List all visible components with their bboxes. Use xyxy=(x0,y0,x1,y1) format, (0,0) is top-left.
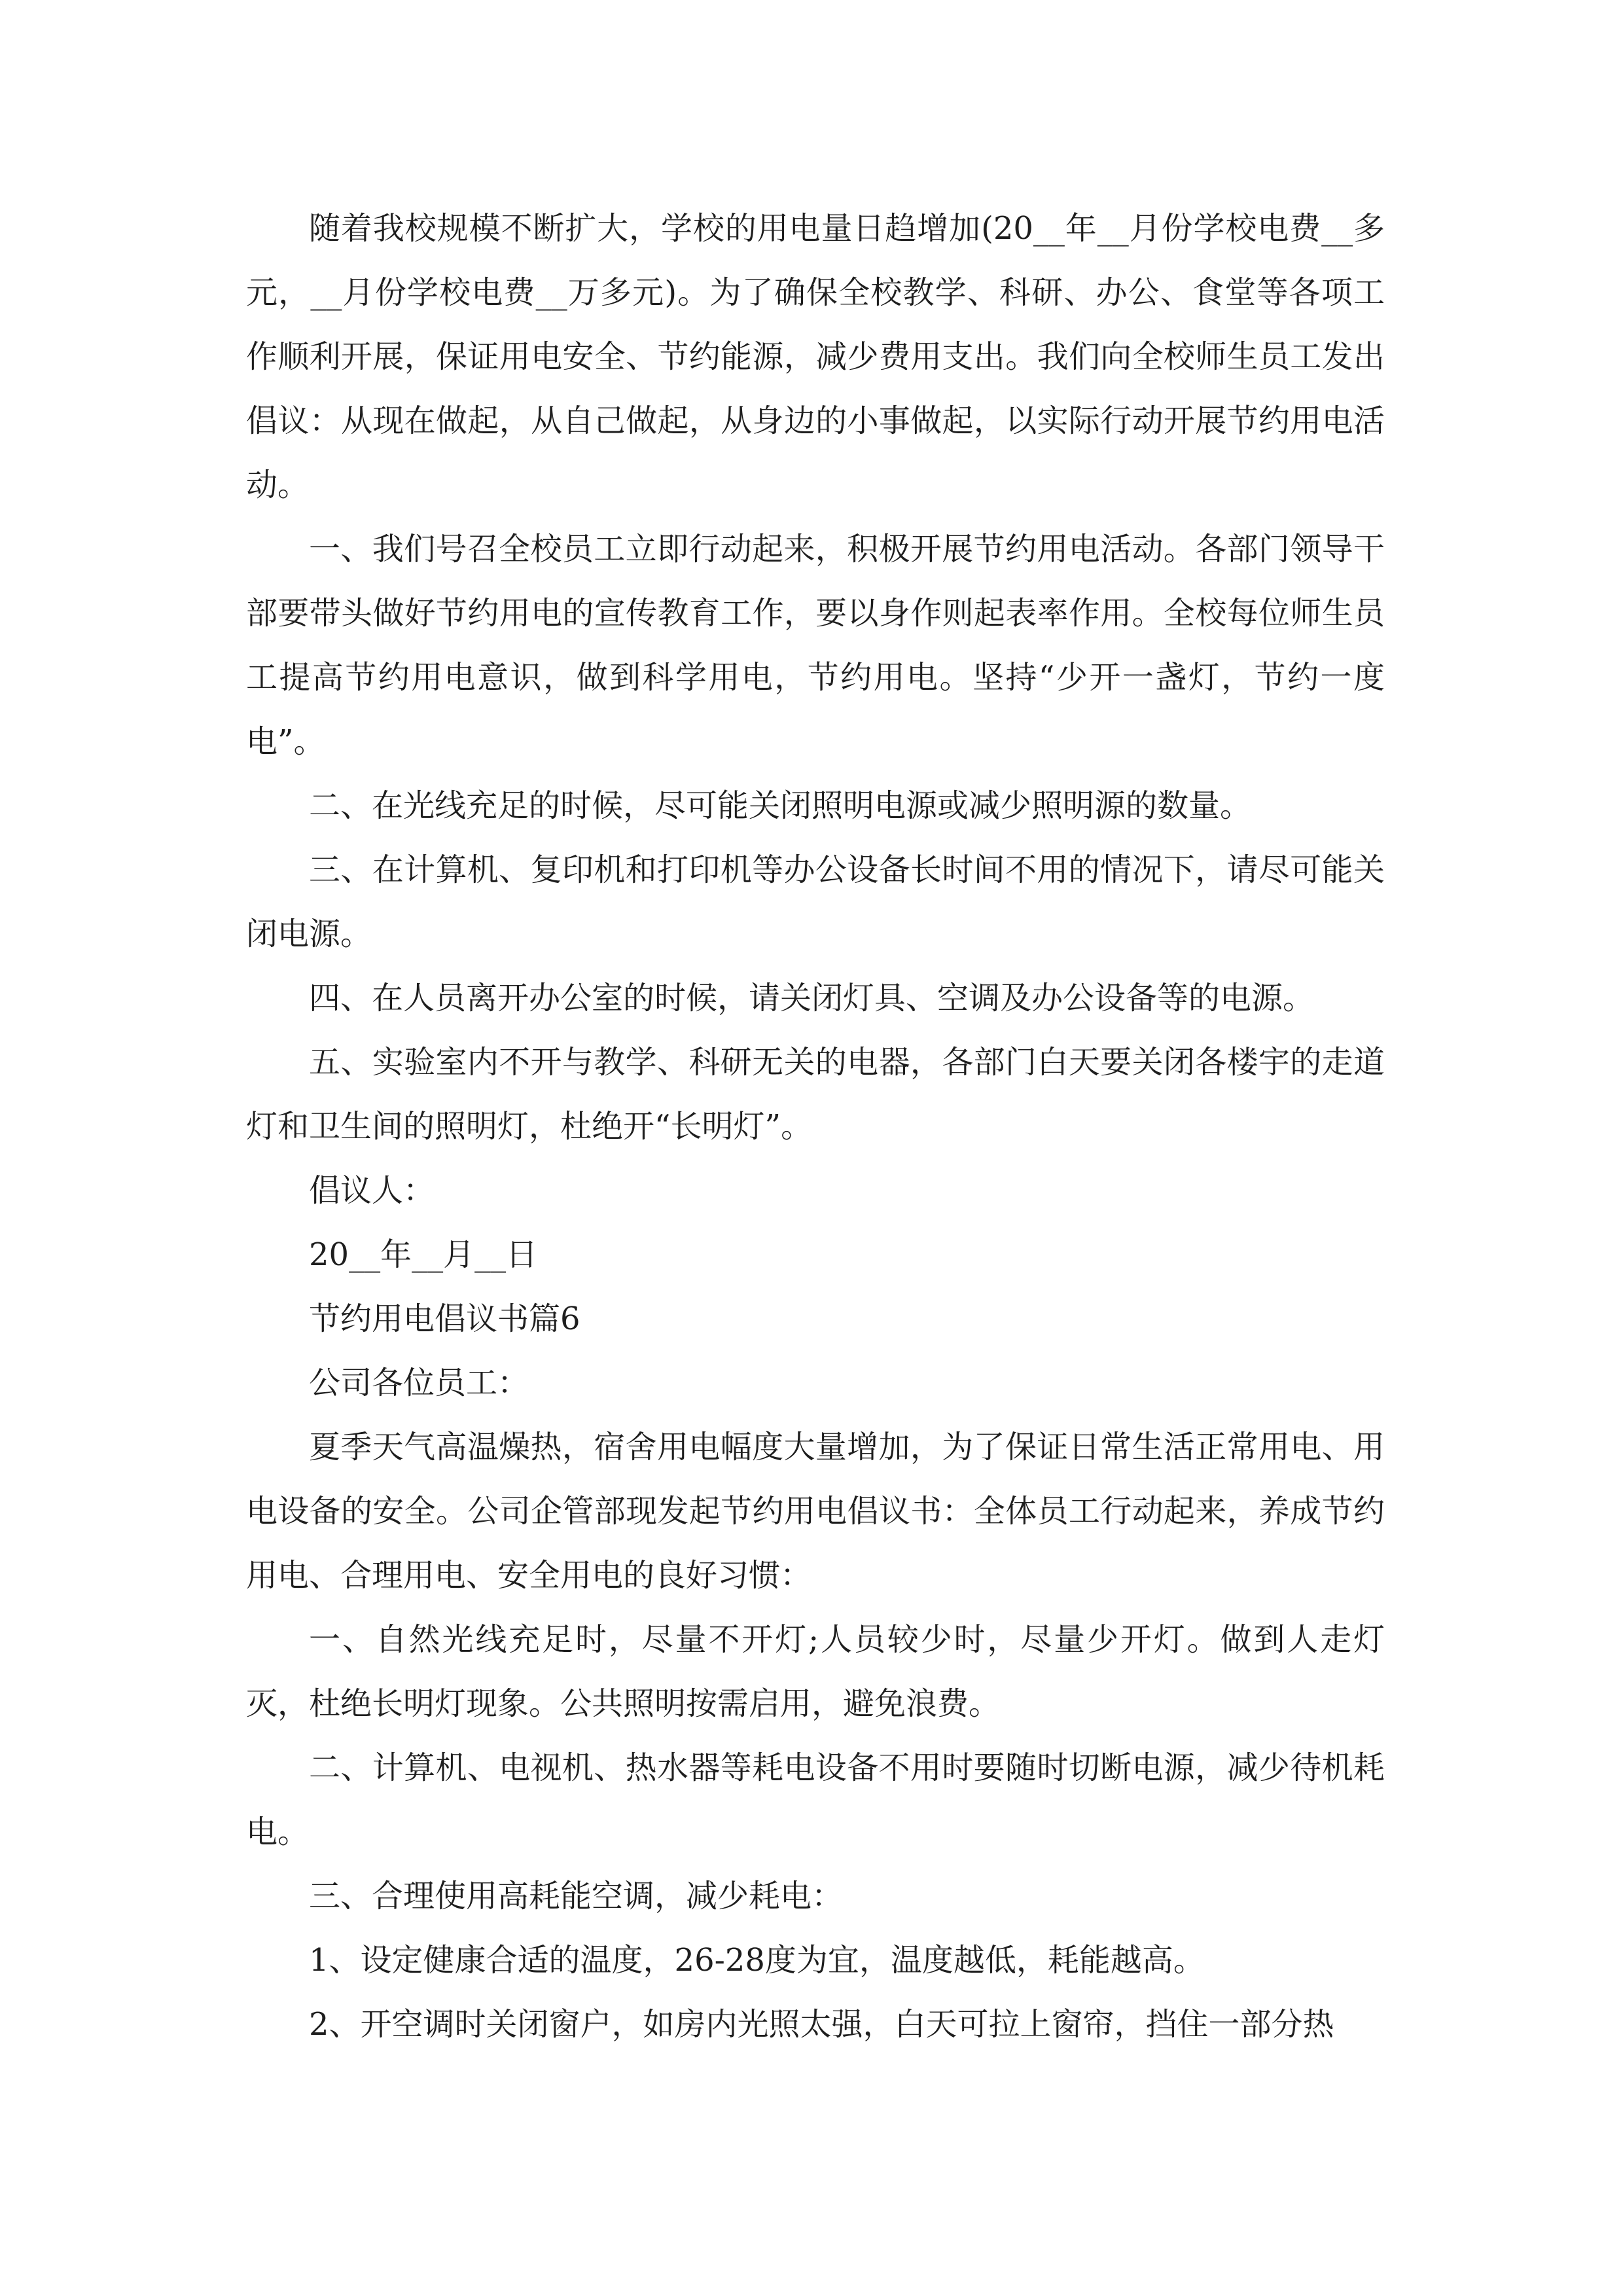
company-item-3: 三、合理使用高耗能空调，减少耗电： xyxy=(309,1878,844,1914)
proposal-item-2: 二、在光线充足的时候，尽可能关闭照明电源或减少照明源的数量。 xyxy=(309,787,1252,824)
section-title: 节约用电倡议书篇6 xyxy=(309,1300,580,1337)
summer-intro-paragraph: 夏季天气高温燥热，宿舍用电幅度大量增加，为了保证日常生活正常用电、用电设备的安全。公司企管部现发起节约用电倡议书：全体员工行动起来，养成节约用电、合理用电、安全用电的良好习惯： xyxy=(246,1429,1385,1594)
document-body xyxy=(246,196,1385,2056)
intro-paragraph: 随着我校规模不断扩大，学校的用电量日趋增加(20__年__月份学校电费__多元，__月份学校电费__万多元)。为了确保全校教学、科研、办公、食堂等各项工作顺利开展，保证用电安全、节约能源，减少费用支出。我们向全校师生员工发出倡议：从现在做起，从自己做起，从身边的小事做起，以实际行动开展节约用电活动。 xyxy=(246,210,1385,503)
salutation: 公司各位员工： xyxy=(309,1365,529,1401)
proposal-item-1: 一、我们号召全校员工立即行动起来，积极开展节约用电活动。各部门领导干部要带头做好节约用电的宣传教育工作，要以身作则起表率作用。全校每位师生员工提高节约用电意识，做到科学用电，节约用电。坚持“少开一盏灯，节约一度电”。 xyxy=(246,531,1385,760)
aircon-tip-2: 2、开空调时关闭窗户，如房内光照太强，白天可拉上窗帘，挡住一部分热 xyxy=(309,2006,1334,2043)
aircon-tip-1: 1、设定健康合适的温度，26-28度为宜，温度越低，耗能越高。 xyxy=(309,1942,1205,1979)
proposer-line: 倡议人： xyxy=(309,1172,435,1209)
company-item-2: 二、计算机、电视机、热水器等耗电设备不用时要随时切断电源，减少待机耗电。 xyxy=(246,1749,1385,1850)
proposal-item-4: 四、在人员离开办公室的时候，请关闭灯具、空调及办公设备等的电源。 xyxy=(309,980,1315,1016)
proposal-item-5: 五、实验室内不开与教学、科研无关的电器，各部门白天要关闭各楼宇的走道灯和卫生间的照明灯，杜绝开“长明灯”。 xyxy=(246,1044,1385,1145)
company-item-1: 一、自然光线充足时，尽量不开灯;人员较少时，尽量少开灯。做到人走灯灭，杜绝长明灯现象。公共照明按需启用，避免浪费。 xyxy=(246,1621,1385,1722)
date-line: 20__年__月__日 xyxy=(309,1236,538,1273)
proposal-item-3: 三、在计算机、复印机和打印机等办公设备长时间不用的情况下，请尽可能关闭电源。 xyxy=(246,852,1385,952)
